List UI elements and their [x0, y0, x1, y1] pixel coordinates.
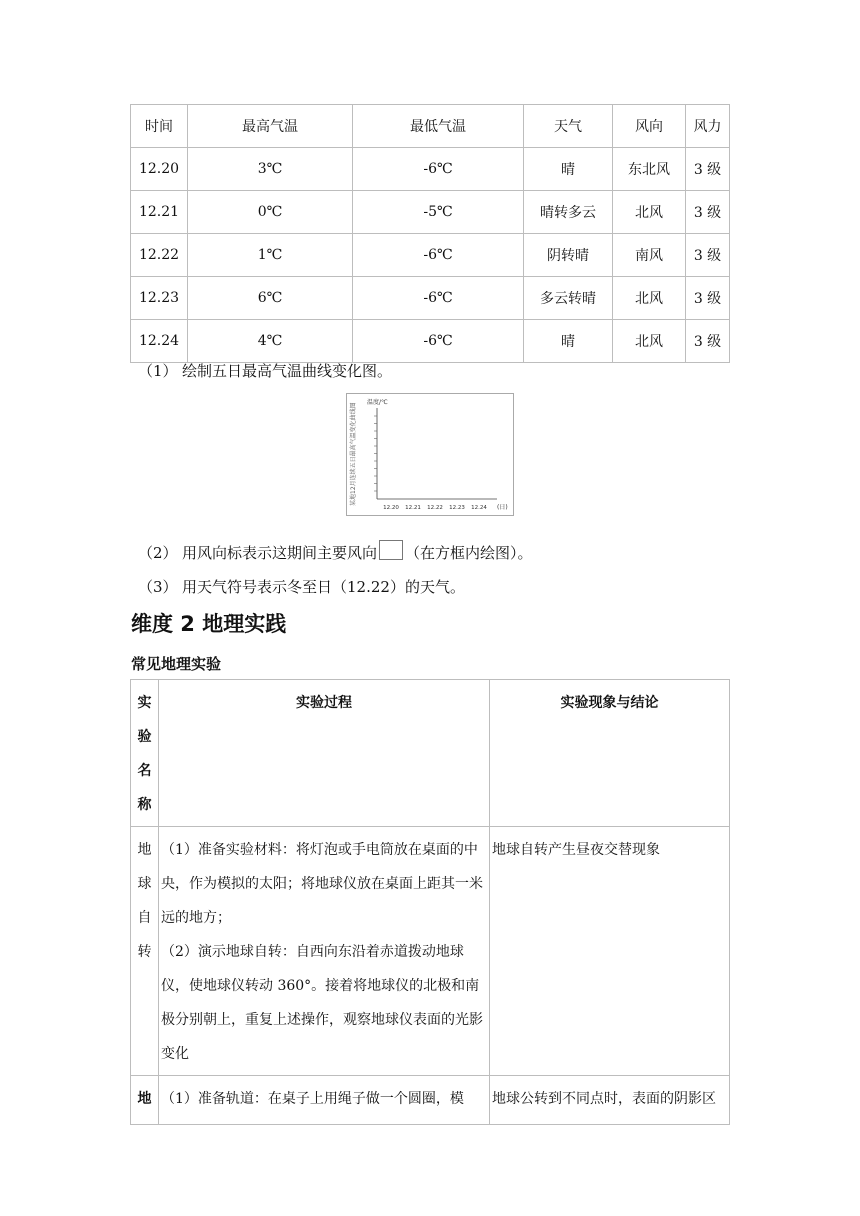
vertical-char: 自: [137, 910, 152, 926]
experiment-result-cell: 地球自转产生昼夜交替现象: [490, 827, 730, 1076]
header-experiment-result: 实验现象与结论: [490, 680, 730, 827]
cell-wind-force: 3 级: [686, 191, 730, 234]
experiment-table-header: [131, 680, 730, 827]
cell-wind-direction: 东北风: [613, 148, 686, 191]
cell-weather: 多云转晴: [524, 277, 613, 320]
table-row: [131, 191, 730, 234]
question-3-text: 用天气符号表示冬至日（12.22）的天气。: [182, 578, 465, 596]
question-1-number: （1）: [138, 362, 178, 380]
cell-min-temp: -5℃: [353, 191, 524, 234]
experiment-process-cell: （1）准备轨道：在桌子上用绳子做一个圆圈，模: [159, 1076, 490, 1125]
vertical-char: 转: [137, 944, 152, 960]
cell-date: 12.22: [131, 234, 188, 277]
chart-x-tick-label: 12.21: [405, 505, 421, 511]
vertical-char: 验: [137, 729, 152, 745]
cell-max-temp: 0℃: [188, 191, 353, 234]
weather-table: [130, 104, 730, 363]
vertical-char: 球: [137, 876, 152, 892]
temperature-chart: [347, 394, 513, 515]
cell-date: 12.20: [131, 148, 188, 191]
experiment-result-cell: 地球公转到不同点时，表面的阴影区: [490, 1076, 730, 1125]
header-experiment-name-text: [133, 686, 156, 822]
cell-wind-force: 3 级: [686, 148, 730, 191]
cell-date: 12.21: [131, 191, 188, 234]
experiment-process-cell: [159, 827, 490, 1076]
vertical-char: 实: [137, 695, 152, 711]
weather-table-header: [131, 105, 730, 148]
header-max-temp: 最高气温: [188, 105, 353, 148]
section-subtitle: 常见地理实验: [131, 655, 222, 673]
cell-date: 12.23: [131, 277, 188, 320]
table-row: [131, 320, 730, 363]
experiment-name-cell: [131, 827, 159, 1076]
cell-max-temp: 3℃: [188, 148, 353, 191]
cell-min-temp: -6℃: [353, 234, 524, 277]
experiment-table: [130, 679, 730, 1125]
cell-max-temp: 1℃: [188, 234, 353, 277]
cell-weather: 晴转多云: [524, 191, 613, 234]
question-2-text: 用风向标表示这期间主要风向: [182, 544, 378, 562]
table-row: [131, 148, 730, 191]
question-3-number: （3）: [138, 578, 178, 596]
question-3: [138, 576, 465, 597]
table-row: [131, 277, 730, 320]
header-wind-force: 风力: [686, 105, 730, 148]
header-experiment-name: [131, 680, 159, 827]
cell-wind-direction: 南风: [613, 234, 686, 277]
chart-x-tick-label: 12.24: [471, 505, 487, 511]
vertical-char: 称: [137, 797, 152, 813]
chart-x-tick-label: 12.22: [427, 505, 443, 511]
cell-wind-force: 3 级: [686, 234, 730, 277]
cell-max-temp: 4℃: [188, 320, 353, 363]
question-2: [138, 540, 533, 563]
cell-weather: 晴: [524, 148, 613, 191]
chart-vertical-caption: 某地12月连续五日最高气温变化曲线图: [350, 402, 357, 506]
question-1-text: 绘制五日最高气温曲线变化图。: [182, 362, 393, 380]
header-min-temp: 最低气温: [353, 105, 524, 148]
cell-max-temp: 6℃: [188, 277, 353, 320]
question-2-number: （2）: [138, 544, 178, 562]
header-experiment-process: 实验过程: [159, 680, 490, 827]
chart-x-tick-label: 12.23: [449, 505, 465, 511]
experiment-step: （1）准备实验材料：将灯泡或手电筒放在桌面的中央，作为模拟的太阳；将地球仪放在桌面上距其一米远的地方；: [161, 842, 483, 926]
cell-wind-force: 3 级: [686, 277, 730, 320]
cell-date: 12.24: [131, 320, 188, 363]
table-row: [131, 234, 730, 277]
cell-weather: 阴转晴: [524, 234, 613, 277]
vertical-char: 名: [137, 763, 152, 779]
table-row: [131, 827, 730, 1076]
cell-min-temp: -6℃: [353, 148, 524, 191]
experiment-name-cell: 地: [131, 1076, 159, 1125]
cell-min-temp: -6℃: [353, 320, 524, 363]
experiment-step: （2）演示地球自转：自西向东沿着赤道拨动地球仪，使地球仪转动 360°。接着将地球仪的北极和南极分别朝上，重复上述操作，观察地球仪表面的光影变化: [161, 944, 483, 1062]
chart-x-tick-label: 12.20: [383, 505, 399, 511]
experiment-name-text: [133, 833, 156, 969]
section-title: 维度 2 地理实践: [131, 612, 287, 636]
table-row: [131, 1076, 730, 1125]
chart-x-unit: (日): [497, 504, 508, 511]
cell-wind-force: 3 级: [686, 320, 730, 363]
cell-wind-direction: 北风: [613, 277, 686, 320]
temperature-chart-frame: [346, 393, 514, 516]
header-weather: 天气: [524, 105, 613, 148]
wind-vane-drawing-box[interactable]: [379, 540, 403, 560]
vertical-char: 地: [137, 842, 152, 858]
cell-min-temp: -6℃: [353, 277, 524, 320]
cell-wind-direction: 北风: [613, 191, 686, 234]
header-wind-direction: 风向: [613, 105, 686, 148]
chart-ylabel: 温度/℃: [367, 399, 388, 406]
header-date: 时间: [131, 105, 188, 148]
cell-wind-direction: 北风: [613, 320, 686, 363]
question-1: [138, 360, 392, 381]
cell-weather: 晴: [524, 320, 613, 363]
question-2-text-end: （在方框内绘图）。: [405, 544, 533, 562]
